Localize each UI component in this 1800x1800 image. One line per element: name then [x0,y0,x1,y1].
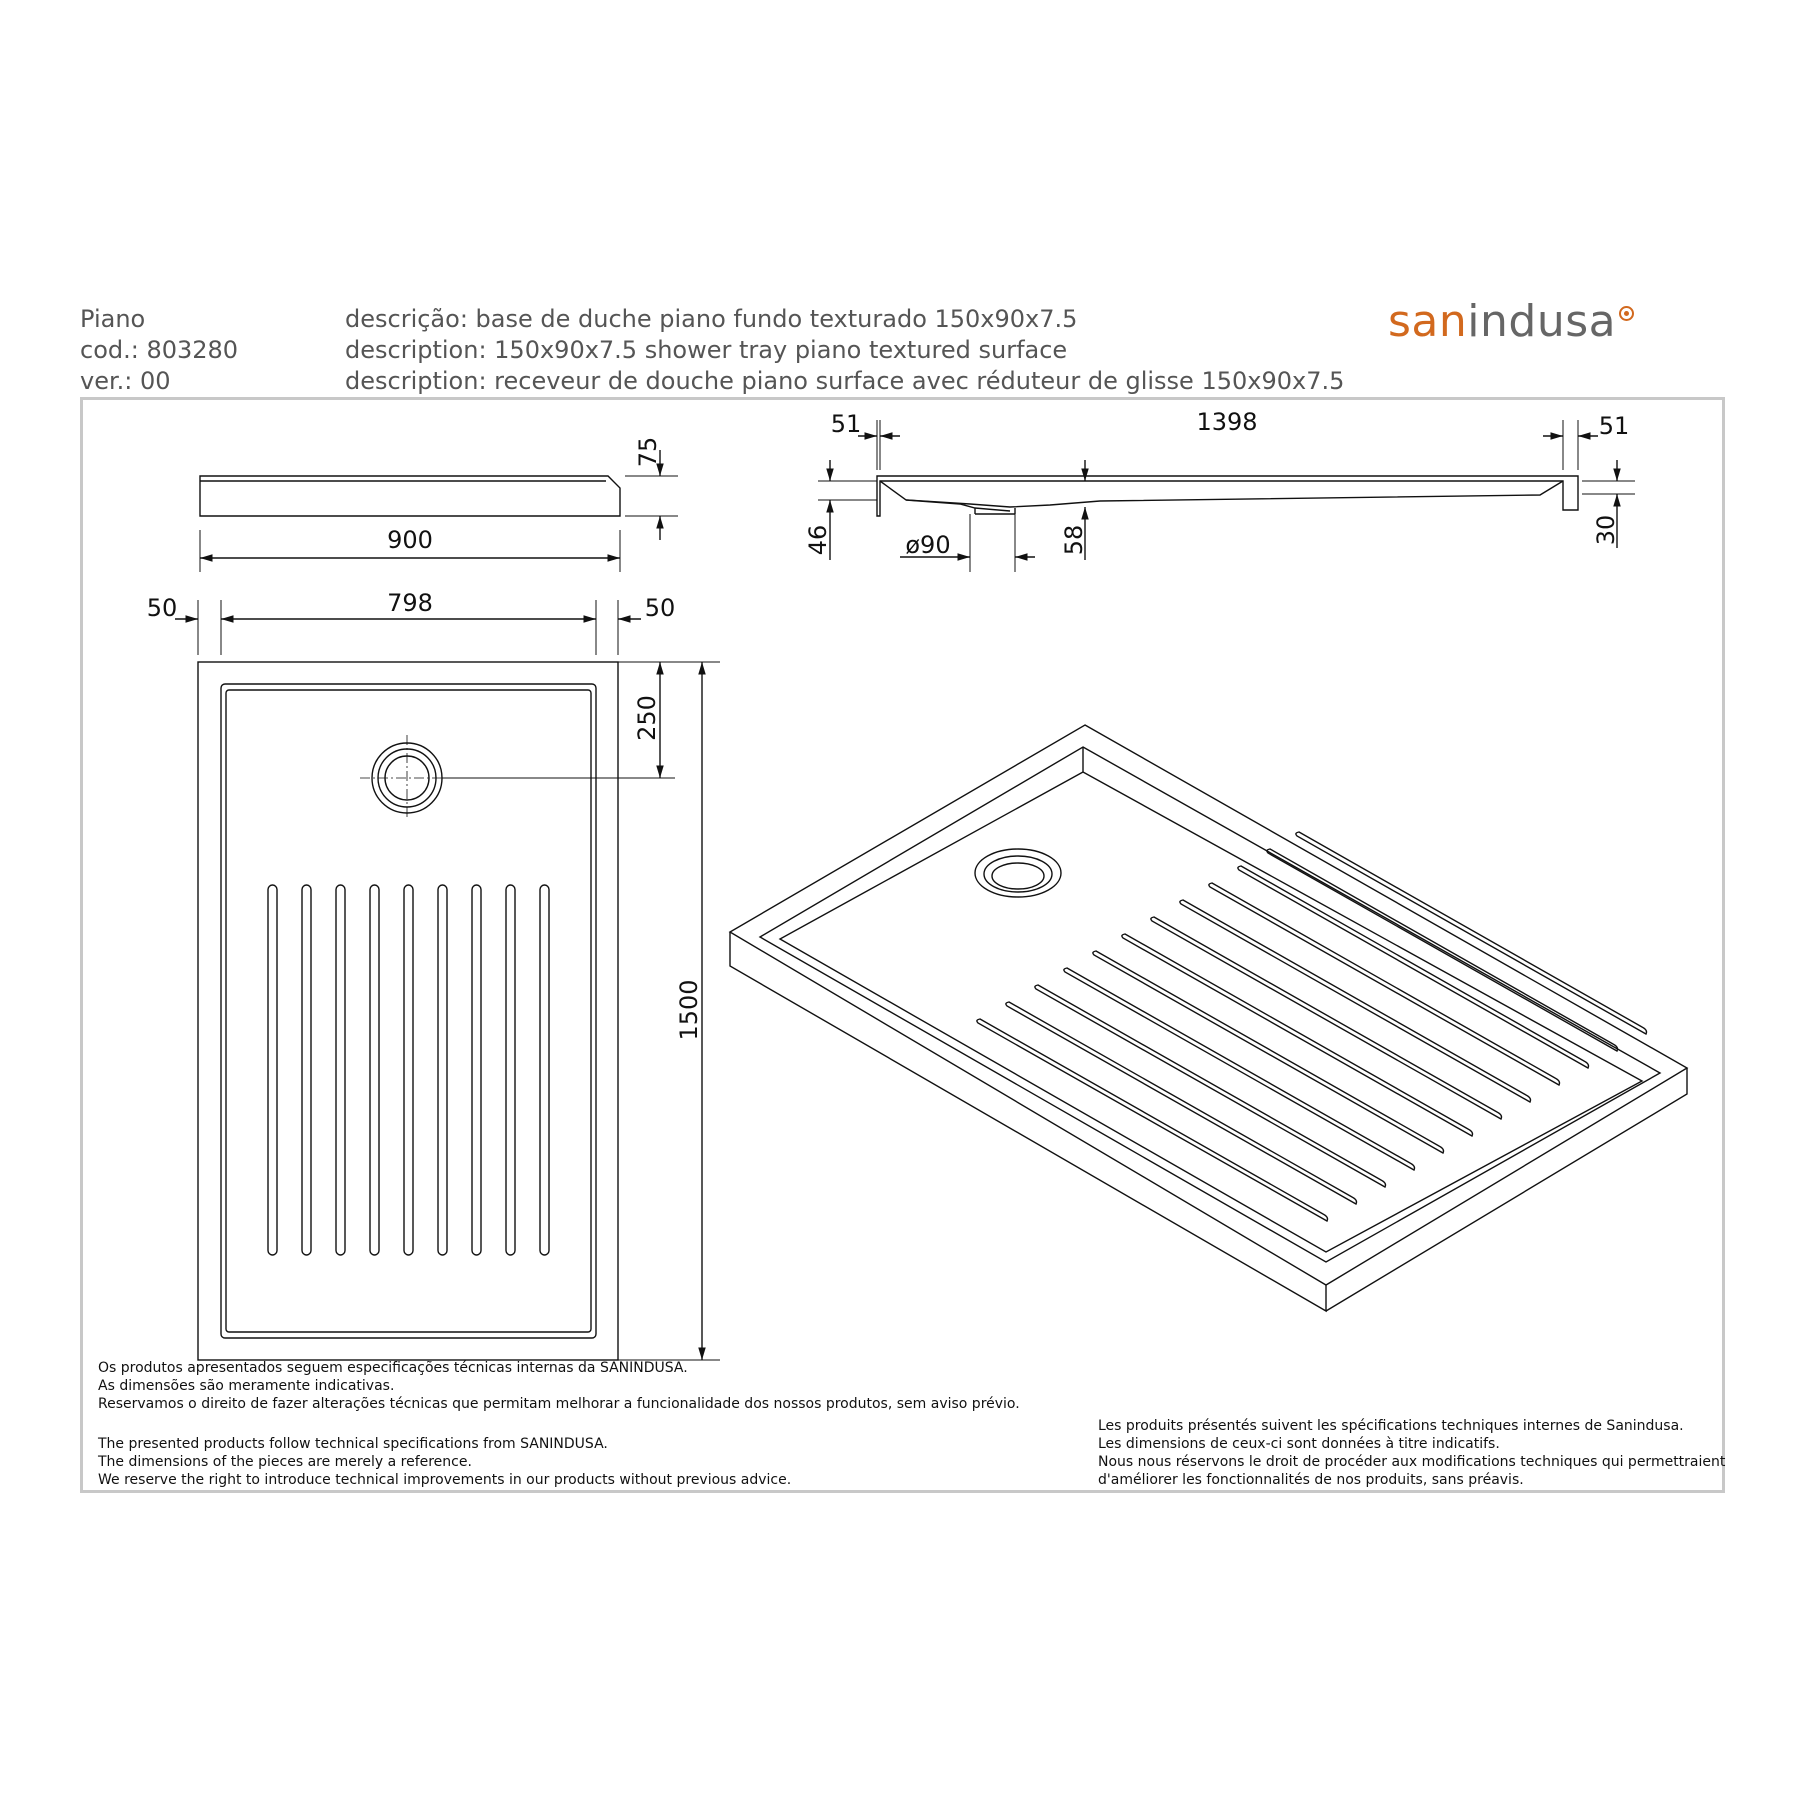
front-elevation-view [200,450,678,572]
dim-front-width: 900 [387,526,433,554]
product-code: cod.: 803280 [80,336,239,364]
logo-text-san: san [1388,296,1468,347]
dim-plan-left: 50 [146,594,178,622]
dim-plan-inner: 798 [387,589,433,617]
note-fr-3: Nous nous réservons le droit de procéder aux modifications techniques qui permettraient [1098,1454,1726,1470]
product-version: ver.: 00 [80,367,171,395]
isometric-view [730,725,1687,1311]
note-en-3: We reserve the right to introduce technical improvements in our products without previous advice. [98,1472,792,1488]
product-name: Piano [80,305,146,333]
note-fr-1: Les produits présentés suivent les spécifications techniques internes de Sanindusa. [1098,1418,1684,1434]
notes-pt [98,1359,1020,1413]
note-en-1: The presented products follow technical specifications from SANINDUSA. [98,1436,608,1452]
description-fr: description: receveur de douche piano surface avec réduteur de glisse 150x90x7.5 [345,367,1345,395]
dim-front-height: 75 [634,436,662,468]
logo-text-indusa: indusa [1467,296,1617,347]
dim-plan-drain: 250 [633,695,661,741]
dim-side-right: 51 [1598,412,1630,440]
note-fr-2: Les dimensions de ceux-ci sont données à titre indicatifs. [1098,1436,1500,1452]
note-fr-4: d'améliorer les fonctionnalités de nos produits, sans préavis. [1098,1472,1524,1488]
description-en: description: 150x90x7.5 shower tray piano textured surface [345,336,1068,364]
dim-side-left: 51 [830,410,862,438]
dim-side-58: 58 [1060,524,1088,556]
description-pt: descrição: base de duche piano fundo texturado 150x90x7.5 [345,305,1078,333]
note-en-2: The dimensions of the pieces are merely a reference. [98,1454,472,1470]
note-pt-3: Reservamos o direito de fazer alterações técnicas que permitam melhorar a funcionalidade dos nossos produtos, sem aviso prévio. [98,1396,1020,1412]
dim-side-length: 1398 [1196,408,1258,436]
dim-side-46: 46 [804,524,832,556]
dim-side-drain: ø90 [905,531,951,559]
note-pt-1: Os produtos apresentados seguem especificações técnicas internas da SANINDUSA. [98,1360,688,1376]
dim-side-30: 30 [1592,514,1620,546]
notes-fr [1098,1417,1725,1489]
dim-plan-right: 50 [644,594,676,622]
note-pt-2: As dimensões são meramente indicativas. [98,1378,395,1394]
dim-plan-length: 1500 [675,979,703,1041]
notes-en [98,1435,791,1489]
